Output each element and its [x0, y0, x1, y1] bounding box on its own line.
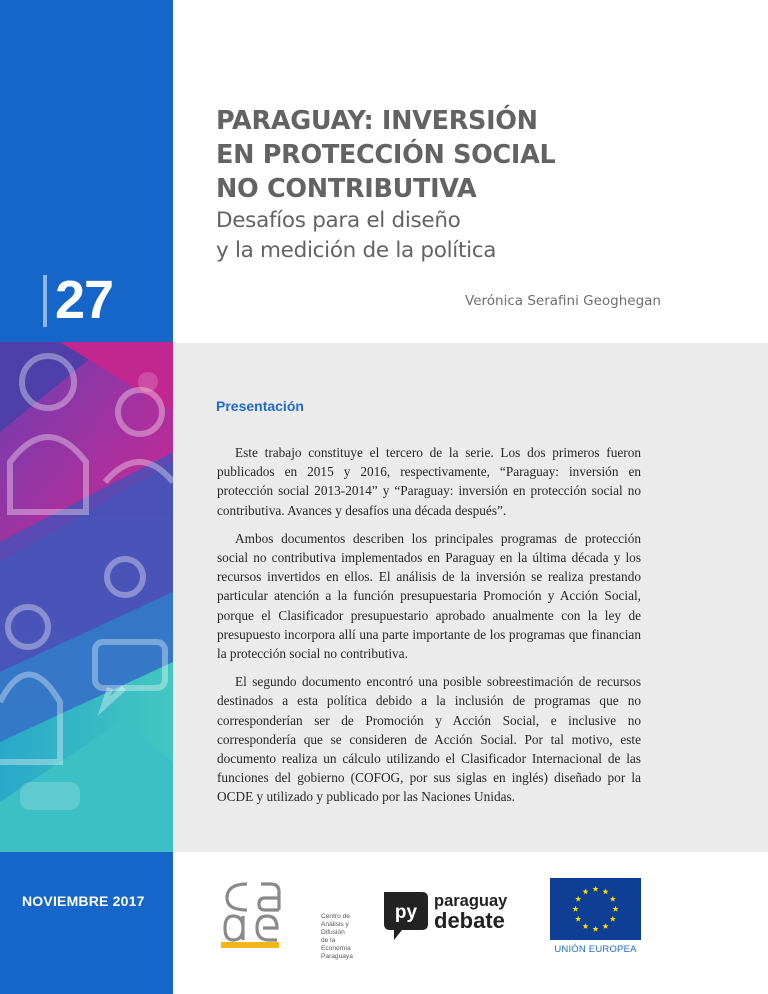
- subtitle-line-2: y la medición de la política: [216, 238, 497, 263]
- cadep-caption-line-2: de la Economía Paraguaya: [321, 937, 353, 960]
- eu-star-icon: [610, 916, 616, 922]
- eu-star-icon: [575, 916, 581, 922]
- paraguay-debate-logo: [380, 888, 510, 944]
- cadep-caption-line-1: Centro de Análisis y Difusión: [321, 913, 350, 936]
- title-line-3: NO CONTRIBUTIVA: [216, 174, 477, 204]
- eu-flag-icon: [550, 878, 641, 940]
- paragraph-3: El segundo documento encontró una posible sobreestimación de recursos destinados a esta política debido a la inclusión de programas que no corresponderían ser de Promoción y Acción Social, e inclusive no correspondería que se consideren de Acción Social. Por tal motivo, este documento realiza un cálculo utilizando el Clasificador Internacional de las funciones del gobierno (COFOG, por sus siglas en inglés) diseñado por la OCDE y utilizado y publicado por las Naciones Unidas.: [217, 674, 641, 805]
- pyd-word-1: paraguay: [434, 892, 508, 910]
- eu-logo: [548, 878, 643, 958]
- pyd-badge: py: [394, 902, 418, 923]
- left-footer-band: [0, 852, 173, 994]
- presentation-text: [217, 443, 641, 816]
- left-column: [0, 0, 173, 994]
- pyd-word-2: debate: [434, 908, 505, 933]
- title-line-1: PARAGUAY: INVERSIÓN: [216, 106, 538, 136]
- logos-footer: [173, 852, 768, 994]
- paragraph-1: Este trabajo constituye el tercero de la serie. Los dos primeros fueron publicados en 2015 y 2016, respectivamente, “Paraguay: inversión en protección social 2013-2014” y “Paraguay: inversión en protección social no contributiva. Avances y desafíos una década después”.: [217, 445, 641, 518]
- cadep-caption: [321, 913, 353, 961]
- issue-number: 27: [55, 270, 114, 330]
- cover-header: [173, 0, 768, 343]
- eu-star-icon: [575, 896, 581, 902]
- eu-star-icon: [602, 888, 608, 894]
- title-block: [216, 104, 556, 266]
- eu-star-icon: [612, 906, 618, 912]
- publication-date: NOVIEMBRE 2017: [22, 893, 145, 909]
- cadep-logo: [221, 878, 353, 960]
- section-title: Presentación: [216, 398, 304, 414]
- presentation-panel: [173, 343, 768, 852]
- title-line-2: EN PROTECCIÓN SOCIAL: [216, 140, 556, 170]
- author-name: Verónica Serafini Geoghegan: [465, 293, 661, 309]
- eu-star-icon: [592, 886, 598, 892]
- eu-star-icon: [572, 906, 578, 912]
- issue-number-bar: [43, 275, 47, 327]
- eu-star-icon: [610, 896, 616, 902]
- paragraph-2: Ambos documentos describen los principales programas de protección social no contributiva implementados en Paraguay en la última década y los recursos invertidos en ellos. El análisis de la inversión se realiza prestando particular atención a la función presupuestaria Promoción y Acción Social, porque el Clasificador presupuestario aprobado anualmente con la ley de presupuesto incorpora allí una parte importante de los programas que financian la protección social no contributiva.: [217, 530, 641, 662]
- eu-star-icon: [582, 888, 588, 894]
- cover-illustration: [0, 342, 173, 852]
- eu-caption: UNIÓN EUROPEA: [554, 944, 637, 955]
- eu-star-icon: [592, 926, 598, 932]
- eu-star-icon: [582, 923, 588, 929]
- subtitle-line-1: Desafíos para el diseño: [216, 208, 461, 233]
- eu-star-icon: [602, 923, 608, 929]
